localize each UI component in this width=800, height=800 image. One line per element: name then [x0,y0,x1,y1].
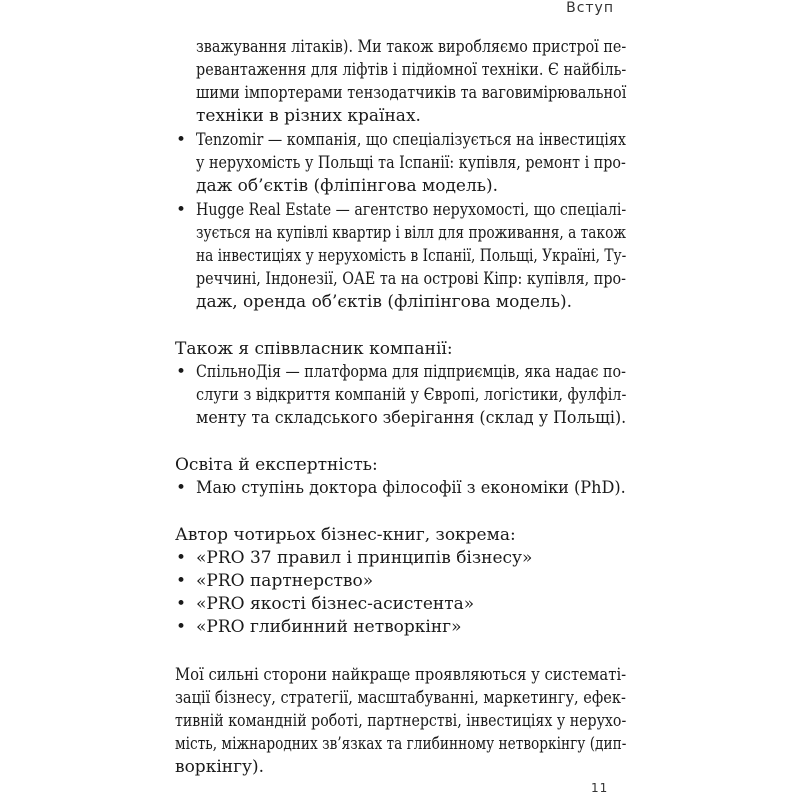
list-item-line: Tenzomir — компанія, що спеціалізується на інвестиціях [196,130,626,150]
paragraph-line: зації бізнесу, стратегії, масштабуванні, маркетингу, ефек- [175,688,626,708]
bullet-marker: • [176,200,187,220]
list-item-line: зується на купівлі квартир і вілл для проживання, а також [196,223,626,243]
book-title: «PRO партнерство» [196,571,374,591]
bullet-marker: • [176,548,187,568]
list-item-line: менту та складського зберігання (склад у Польщі). [196,408,627,428]
list-item-line: Hugge Real Estate — агентство нерухомості, що спеціалі- [196,200,627,220]
bullet-marker: • [176,617,187,637]
bullet-marker: • [176,130,187,150]
text-line: шими імпортерами тензодатчиків та ваговимірювальної [196,83,627,103]
bullet-marker: • [176,478,187,498]
list-item-line: на інвестиціях у нерухомість в Іспанії, Польщі, Україні, Ту- [196,246,627,266]
book-title: «PRO якості бізнес-асистента» [196,594,475,614]
paragraph-line: воркінгу). [175,757,265,777]
list-item-line: СпільноДія — платформа для підприємців, яка надає по- [196,362,626,382]
paragraph-line: тивній командній роботі, партнерстві, інвестиціях у нерухо- [175,711,627,731]
list-item-line: слуги з відкриття компаній у Європі, логістики, фулфіл- [196,385,627,405]
list-item-line: даж, оренда об’єктів (фліпінгова модель). [196,292,573,312]
page-number: 11 [591,781,609,795]
text-line: техніки в різних країнах. [196,106,421,126]
book-title: «PRO 37 правил і принципів бізнесу» [196,548,533,568]
bullet-marker: • [176,571,187,591]
text-line: ревантаження для ліфтів і підйомної техніки. Є найбіль- [196,60,627,80]
bullet-marker: • [176,594,187,614]
section-heading: Освіта й експертність: [175,455,378,475]
running-header: Вступ [566,0,614,16]
list-item-line: даж об’єктів (фліпінгова модель). [196,176,499,196]
text-line: зважування літаків). Ми також виробляємо пристрої пе- [196,37,627,57]
paragraph-line: Мої сильні сторони найкраще проявляються у систематі- [175,665,627,685]
paragraph-line: мість, міжнародних зв’язках та глибинному нетворкінгу (дип- [175,734,627,754]
list-item-line: реччині, Індонезії, ОАЕ та на острові Кіпр: купівля, про- [196,269,626,289]
section-heading: Автор чотирьох бізнес-книг, зокрема: [175,525,516,545]
bullet-marker: • [176,362,187,382]
list-item-line: у нерухомість у Польщі та Іспанії: купівля, ремонт і про- [196,153,626,173]
section-heading: Також я співвласник компанії: [175,339,453,359]
list-item-line: Маю ступінь доктора філософії з економіки (PhD). [196,478,626,498]
book-title: «PRO глибинний нетворкінг» [196,617,462,637]
